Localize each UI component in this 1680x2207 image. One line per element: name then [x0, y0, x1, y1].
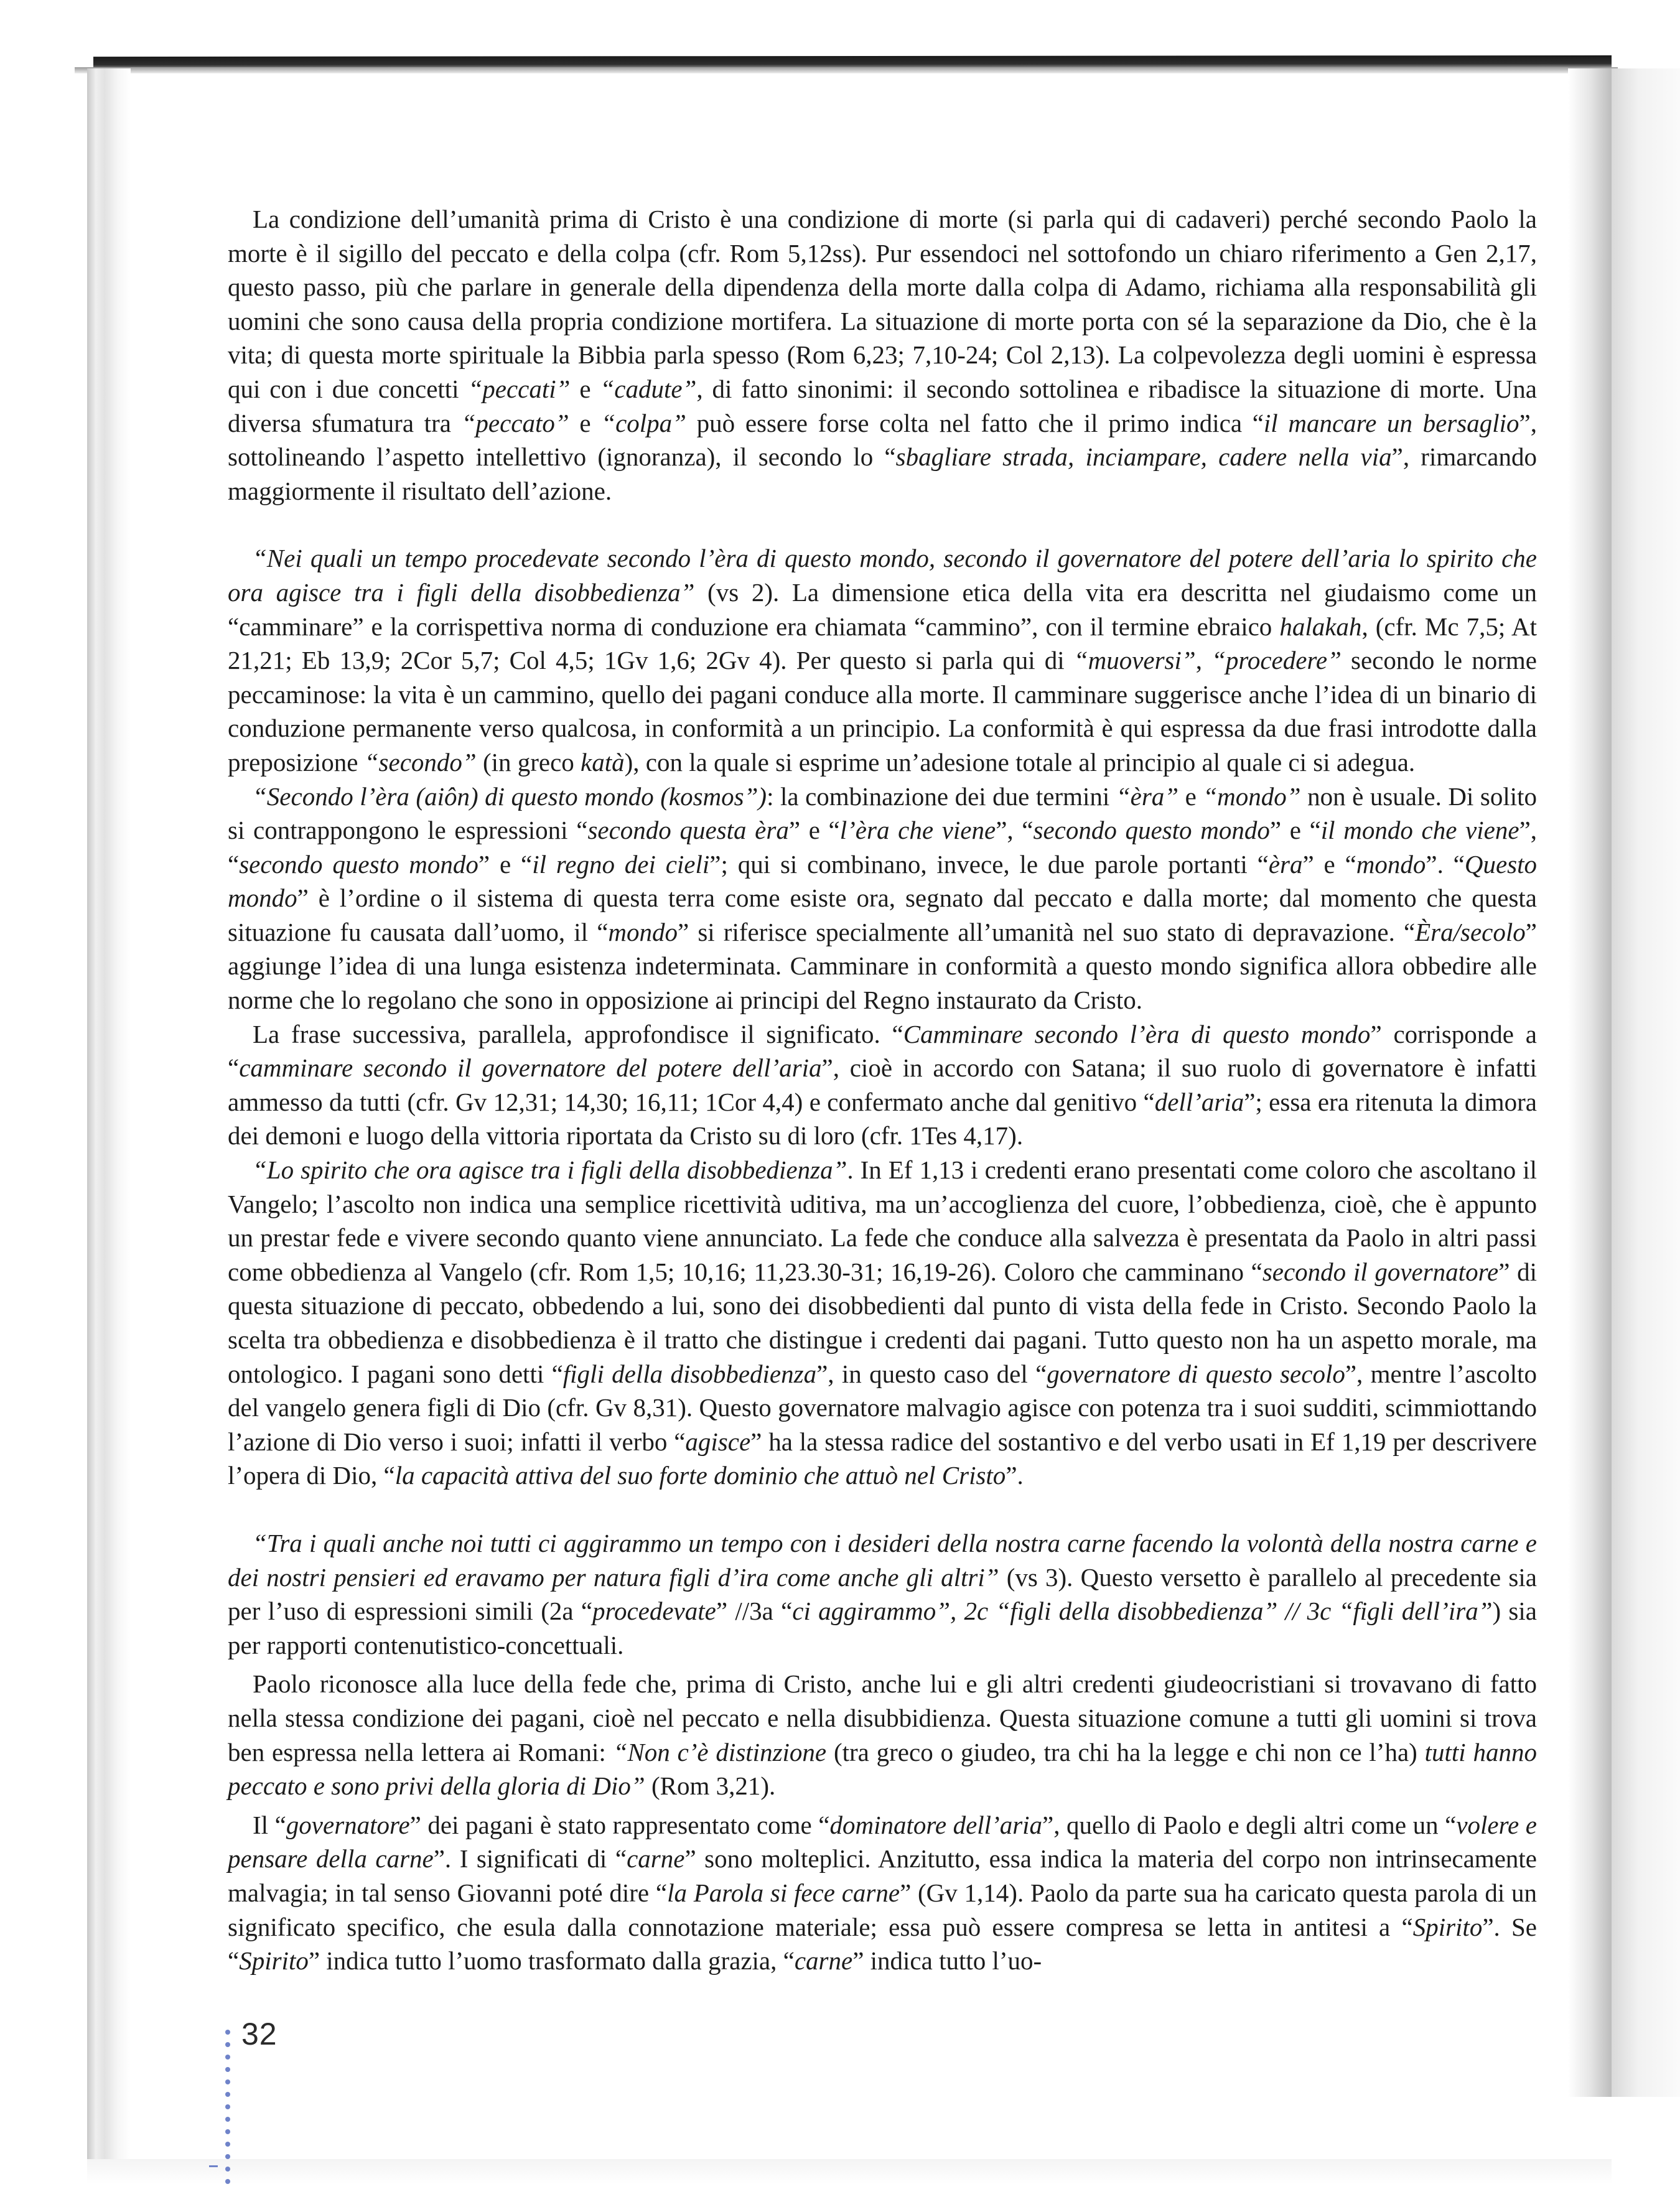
text-run: ”, sottolineando l’aspetto intellettivo (ignoranza), il secondo lo “	[228, 408, 1537, 472]
text-run: (in greco	[476, 747, 581, 777]
page-bottom-edge	[87, 2159, 1612, 2184]
text-run: Il “	[253, 1810, 286, 1839]
text-run: ”. I significati di “	[433, 1844, 627, 1873]
italic-run: Camminare secondo l’èra di questo mondo	[903, 1019, 1371, 1048]
paragraph-1	[228, 202, 1537, 508]
text-run: e	[1178, 782, 1203, 811]
italic-run: dell’aria	[1154, 1087, 1244, 1116]
text-run: ” e “	[1269, 816, 1321, 845]
italic-run: Spirito	[239, 1946, 309, 1976]
italic-run: agisce	[685, 1427, 751, 1456]
italic-run: ci aggirammo”, 2c “figli della disobbedienza” // 3c “figli dell’ira”	[792, 1597, 1493, 1626]
italic-run: “mondo”	[1203, 782, 1301, 811]
text-run: ”. Se “	[228, 1912, 1538, 1976]
italic-run: mondo	[608, 917, 678, 946]
italic-run: Èra/secolo	[1415, 917, 1526, 946]
text-run: ” e “	[788, 816, 840, 845]
text-run: ” e “	[478, 849, 533, 879]
text-run: ), con la quale si esprime un’adesione totale al principio al quale ci si adegua.	[624, 747, 1416, 777]
italic-run: halakah	[1279, 612, 1362, 641]
italic-run: il regno dei cieli	[532, 849, 710, 879]
italic-run: “Nei quali un tempo procedevate secondo l’èra di questo mondo, secondo il governatore del potere dell’aria lo spirito che ora agisce tra i figli della disobbedienza”	[228, 544, 1537, 607]
paragraph-8	[228, 1808, 1537, 1978]
text-run: ” aggiunge l’idea di una lunga esistenza indeterminata. Camminare in conformità a questo mondo significa allora obbedire alle norme che lo regolano che sono in opposizione ai principi del Regno instaurato da Cristo.	[228, 917, 1537, 1015]
text-run: ”, quello di Paolo e degli altri come un “	[1042, 1810, 1457, 1839]
text-run: ”, in questo caso del “	[816, 1359, 1047, 1388]
text-run: (vs 2). La dimensione etica della vita era descritta nel giudaismo come un “camminare” e la corrispettiva norma di conduzione era chiamata “cammino”, con il termine ebraico	[228, 577, 1537, 641]
text-run: ”, rimarcando maggiormente il risultato dell’azione.	[228, 442, 1537, 505]
italic-run: katà	[581, 747, 625, 777]
paragraph-2	[228, 541, 1537, 779]
text-run: ”, “	[228, 816, 1538, 879]
italic-run: dominatore dell’aria	[829, 1810, 1043, 1839]
paragraph-4	[228, 1017, 1537, 1153]
paragraph-5	[228, 1153, 1537, 1493]
italic-run: “muoversi”	[1073, 646, 1196, 675]
paragraph-7	[228, 1667, 1537, 1803]
text-run: ” di questa situazione di peccato, obbedendo a lui, sono dei disobbedienti dal punto di vista della fede in Cristo. Secondo Paolo la scelta tra obbedienza e disobbedienza è il tratto che distingue i credenti dai pagani. Tutto questo non ha un aspetto morale, ma ontologico. I pagani sono detti “	[228, 1257, 1537, 1388]
italic-run: “peccato”	[461, 408, 569, 437]
page-gutter-shadow	[1568, 68, 1612, 2097]
text-run: ” (Gv 1,14). Paolo da parte sua ha caricato questa parola di un significato specifico, che esula dalla connotazione materiale; essa può essere compresa se letta in antitesi a “	[228, 1878, 1537, 1941]
italic-run: la capacità attiva del suo forte dominio che attuò nel Cristo	[394, 1461, 1006, 1490]
text-run: ” e “	[1302, 849, 1356, 879]
text-run: ” //3a “	[716, 1597, 793, 1626]
text-run: può essere forse colta nel fatto che il primo indica “	[686, 408, 1264, 437]
italic-run: il mancare un bersaglio	[1263, 408, 1519, 437]
italic-run: il mondo che viene	[1320, 816, 1519, 845]
italic-run: “Lo spirito che ora agisce tra i figli della disobbedienza”	[253, 1155, 847, 1185]
body-text	[228, 202, 1537, 1978]
facing-page-strip	[1612, 68, 1680, 2097]
italic-run: la Parola si fece carne	[667, 1878, 900, 1907]
italic-run: volere e pensare della carne	[228, 1810, 1537, 1873]
italic-run: tutti hanno peccato e sono privi della gloria di Dio”	[228, 1737, 1538, 1801]
text-run: , (cfr. Mc 7,5; At 21,21; Eb 13,9; 2Cor 5,7; Col 4,5; 1Gv 1,6; 2Gv 4). Per questo si parla qui di	[228, 612, 1537, 675]
text-run: : la combinazione dei due termini	[767, 782, 1116, 811]
text-run: non è usuale. Di solito si contrappongono le espressioni “	[228, 782, 1537, 845]
text-run: (tra greco o giudeo, tra chi ha la legge e chi non ce l’ha)	[826, 1737, 1425, 1766]
text-run: La frase successiva, parallela, approfondisce il significato. “	[253, 1019, 903, 1048]
text-run: ”, cioè in accordo con Satana; il suo ruolo di governatore è infatti ammesso da tutti (cfr. Gv 12,31; 14,30; 16,11; 1Cor 4,4) e confermato anche dal genitivo “	[228, 1053, 1537, 1116]
italic-run: Spirito	[1412, 1912, 1483, 1941]
text-run: (vs 3). Questo versetto è parallelo al precedente sia per l’uso di espressioni simili (2a “	[228, 1562, 1537, 1626]
text-run: ”.	[1006, 1461, 1024, 1490]
text-run: secondo le norme peccaminose: la vita è un cammino, quello dei pagani conduce alla morte. Il camminare suggerisce anche l’idea di un binario di conduzione permanente verso qualcosa, in conformità a un principio. La conformità è qui espressa da due frasi introdotte dalla preposizione	[228, 646, 1537, 777]
text-run: ” corrisponde a “	[228, 1019, 1537, 1083]
paragraph-6	[228, 1526, 1537, 1662]
text-run: e	[569, 408, 602, 437]
italic-run: l’èra che viene	[839, 816, 996, 845]
italic-run: secondo questa èra	[587, 816, 789, 845]
text-run: ”, “	[996, 816, 1034, 845]
text-run: ”. “	[1426, 849, 1465, 879]
italic-run: secondo questo mondo	[1033, 816, 1270, 845]
folio-dash	[209, 2165, 218, 2167]
italic-run: “èra”	[1116, 782, 1179, 811]
italic-run: camminare secondo il governatore del potere dell’aria	[239, 1053, 822, 1083]
italic-run: “colpa”	[601, 408, 686, 437]
italic-run: procedevate	[592, 1597, 716, 1626]
text-run: ” ha la stessa radice del sostantivo e del verbo usati in Ef 1,19 per descrivere l’opera di Dio, “	[228, 1427, 1537, 1490]
folio-dots-icon	[225, 2030, 233, 2191]
italic-run: governatore	[286, 1810, 410, 1839]
text-run: . In Ef 1,13 i credenti erano presentati come coloro che ascoltano il Vangelo; l’ascolto non indica una semplice ricettività uditiva, ma un’accoglienza del cuore, l’obbedienza, cioè, che è appunto un prestar fede e vivere secondo quanto viene annunciato. La fede che conduce alla salvezza è presentata da Paolo in altri passi come obbedienza al Vangelo (cfr. Rom 1,5; 10,16; 11,23.30-31; 16,19-26). Coloro che camminano “	[228, 1155, 1537, 1286]
scan-top-lip	[75, 67, 1618, 73]
text-run: ”; qui si combinano, invece, le due parole portanti “	[709, 849, 1269, 879]
text-run: ” indica tutto l’uomo trasformato dalla grazia, “	[308, 1946, 795, 1976]
italic-run: Questo mondo	[228, 849, 1538, 913]
italic-run: “peccati”	[468, 374, 571, 403]
paragraph-3	[228, 780, 1537, 1017]
italic-run: mondo	[1356, 849, 1426, 879]
italic-run: secondo il governatore	[1262, 1257, 1499, 1286]
italic-run: figli della disobbedienza	[562, 1359, 817, 1388]
text-run: Paolo riconosce alla luce della fede che, prima di Cristo, anche lui e gli altri credenti giudeocristiani si trovavano di fatto nella stessa condizione dei pagani, cioè nel peccato e nella disubbidienza. Questa situazione comune a tutti gli uomini si trova ben espressa nella lettera ai Romani:	[228, 1669, 1537, 1766]
text-run: ” si riferisce specialmente all’umanità nel suo stato di depravazione. “	[678, 917, 1416, 946]
italic-run: sbagliare strada, inciampare, cadere nella via	[895, 442, 1392, 472]
italic-run: “secondo”	[364, 747, 477, 777]
text-run: ”, mentre l’ascolto del vangelo genera figli di Dio (cfr. Gv 8,31). Questo governatore malvagio agisce con potenza tra i suoi sudditi, scimmiottando l’azione di Dio verso i suoi; infatti il verbo “	[228, 1359, 1537, 1456]
text-run: ,	[1195, 646, 1212, 675]
text-run: La condizione dell’umanità prima di Cristo è una condizione di morte (si parla qui di cadaveri) perché secondo Paolo la morte è il sigillo del peccato e della colpa (cfr. Rom 5,12ss). Pur essendoci nel sottofondo un chiaro riferimento a Gen 2,17, questo passo, più che parlare in generale della dipendenza della morte dalla colpa di Adamo, richiama alla responsabilità gli uomini che sono causa della propria condizione mortifera. La situazione di morte porta con sé la separazione da Dio, che è la vita; di questa morte spirituale la Bibbia parla spesso (Rom 6,23; 7,10-24; Col 2,13). La colpevolezza degli uomini è espressa qui con i due concetti	[228, 205, 1537, 403]
text-run: e	[570, 374, 600, 403]
page-left-edge	[87, 68, 131, 2172]
italic-run: carne	[627, 1844, 685, 1873]
text-run: ” è l’ordine o il sistema di questa terra come esiste ora, segnato dal peccato e dalla morte; dal momento che questa situazione fu causata dall’uomo, il “	[228, 884, 1537, 946]
italic-run: carne	[794, 1946, 853, 1976]
italic-run: èra	[1268, 849, 1303, 879]
italic-run: “Non c’è distinzione	[613, 1737, 827, 1766]
text-run: ”; essa era ritenuta la dimora dei demoni e luogo della vittoria riportata da Cristo su di loro (cfr. 1Tes 4,17).	[228, 1087, 1538, 1150]
page-number: 32	[241, 2017, 278, 2051]
italic-run: governatore di questo secolo	[1047, 1359, 1345, 1388]
italic-run: “Secondo l’èra (aiôn) di questo mondo (kosmos”)	[253, 782, 767, 811]
text-run: ” dei pagani è stato rappresentato come “	[409, 1810, 830, 1839]
italic-run: “Tra i quali anche noi tutti ci aggirammo un tempo con i desideri della nostra carne facendo la volontà della nostra carne e dei nostri pensieri ed eravamo per natura figli d’ira come anche gli altri”	[228, 1528, 1537, 1592]
italic-run: “cadute”	[600, 374, 697, 403]
italic-run: secondo questo mondo	[239, 849, 478, 879]
italic-run: “procedere”	[1211, 646, 1342, 675]
text-run: (Rom 3,21).	[645, 1771, 776, 1801]
text-run: ” indica tutto l’uo-	[852, 1946, 1042, 1976]
text-run: , di fatto sinonimi: il secondo sottolinea e ribadisce la situazione di morte. Una diversa sfumatura tra	[228, 374, 1537, 437]
text-run: ) sia per rapporti contenutistico-concettuali.	[228, 1597, 1537, 1659]
text-run: ” sono molteplici. Anzitutto, essa indica la materia del corpo non intrinsecamente malvagia; in tal senso Giovanni poté dire “	[228, 1844, 1537, 1907]
